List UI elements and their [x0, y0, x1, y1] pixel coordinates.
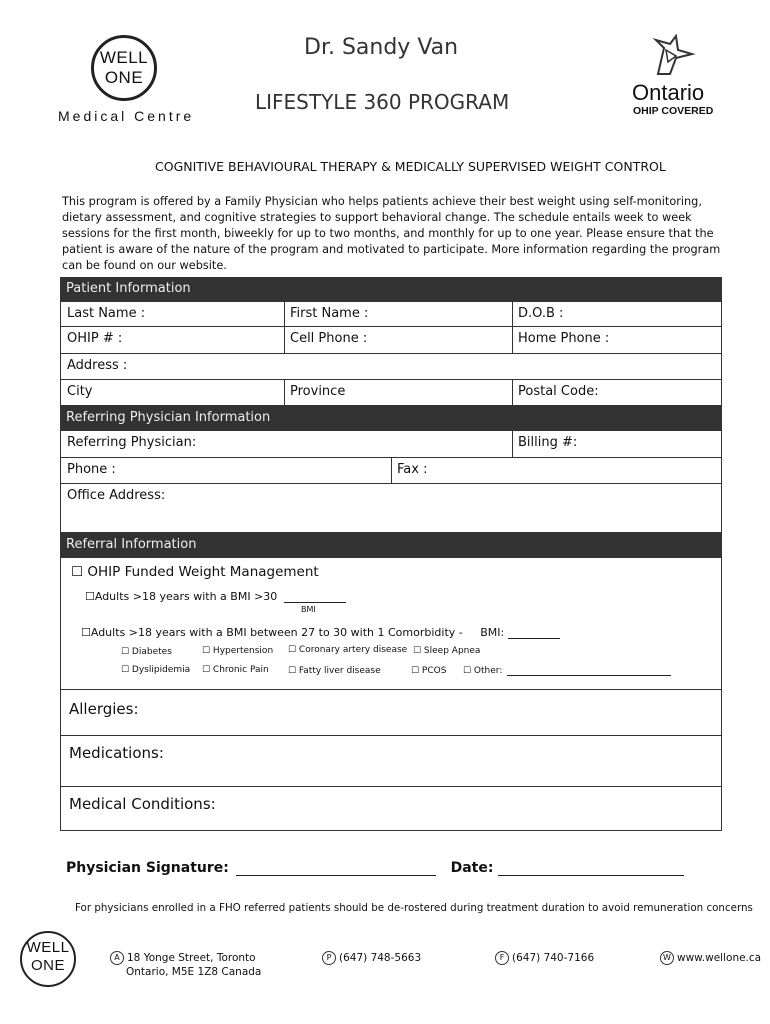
footer-address [110, 951, 261, 979]
date-blank[interactable] [498, 875, 684, 876]
comorbidity-diabetes[interactable]: ☐ Diabetes [121, 647, 172, 657]
referring-row-2 [60, 458, 722, 484]
website-link[interactable]: www.wellone.ca [677, 952, 762, 964]
fax-number: (647) 740-7166 [512, 952, 595, 964]
bmi-27-30-label: ☐Adults >18 years with a BMI between 27 to 30 with 1 Comorbidity - [81, 626, 463, 639]
logo-line-1: WELL [99, 48, 149, 67]
footer-website[interactable] [660, 951, 761, 965]
first-name-field[interactable]: First Name : [290, 306, 369, 321]
address-line-1: 18 Yonge Street, Toronto [127, 952, 256, 964]
footer-logo-line-1: WELL [26, 939, 70, 956]
web-icon: W [660, 951, 674, 965]
physician-fax-field[interactable]: Fax : [397, 462, 428, 477]
referring-physician-heading: Referring Physician Information [60, 406, 722, 430]
date-label: Date: [450, 860, 494, 876]
comorbidity-coronary[interactable]: ☐ Coronary artery disease [288, 645, 408, 655]
program-name: LIFESTYLE 360 PROGRAM [255, 90, 510, 114]
doctor-name: Dr. Sandy Van [304, 35, 459, 60]
bmi-blank[interactable] [508, 638, 560, 639]
ohip-field[interactable]: OHIP # : [67, 331, 123, 346]
bmi-over-30-label: ☐Adults >18 years with a BMI >30 [85, 590, 278, 603]
footer-logo [20, 931, 76, 987]
bmi-label: BMI: [480, 626, 505, 639]
logo-line-2: ONE [104, 68, 144, 87]
postal-code-field[interactable]: Postal Code: [518, 384, 599, 399]
cell-phone-field[interactable]: Cell Phone : [290, 331, 368, 346]
footer-fax [495, 951, 594, 965]
comorbidity-chronic-pain[interactable]: ☐ Chronic Pain [202, 665, 269, 675]
bmi-over-30-blank[interactable] [284, 602, 346, 603]
referring-row-3 [60, 484, 722, 533]
last-name-field[interactable]: Last Name : [67, 306, 146, 321]
comorbidity-other[interactable] [463, 666, 671, 676]
patient-row-1 [60, 301, 722, 327]
phone-icon: P [322, 951, 336, 965]
medical-conditions-label: Medical Conditions: [69, 795, 216, 813]
bmi-27-30-checkbox[interactable] [81, 626, 560, 639]
other-label: ☐ Other: [463, 666, 503, 676]
bmi-over-30-checkbox[interactable] [85, 590, 346, 603]
province-field[interactable]: Province [290, 384, 346, 399]
ontario-logo-text: Ontario [632, 80, 705, 105]
form-subtitle: COGNITIVE BEHAVIOURAL THERAPY & MEDICALLY SUPERVISED WEIGHT CONTROL [155, 159, 666, 174]
comorbidity-pcos[interactable]: ☐ PCOS [411, 666, 447, 676]
medications-box[interactable] [60, 736, 722, 787]
wellone-logo [91, 35, 157, 101]
dob-field[interactable]: D.O.B : [518, 306, 564, 321]
comorbidity-sleep-apnea[interactable]: ☐ Sleep Apnea [413, 646, 481, 656]
referring-physician-field[interactable]: Referring Physician: [67, 435, 197, 450]
logo-subtitle: Medical Centre [58, 108, 195, 124]
home-phone-field[interactable]: Home Phone : [518, 331, 610, 346]
fax-icon: F [495, 951, 509, 965]
allergies-box[interactable] [60, 690, 722, 736]
signature-blank[interactable] [236, 875, 436, 876]
patient-row-2 [60, 327, 722, 354]
physician-phone-field[interactable]: Phone : [67, 462, 116, 477]
ohip-funded-checkbox[interactable]: ☐ OHIP Funded Weight Management [71, 564, 319, 580]
patient-row-4 [60, 380, 722, 406]
medical-conditions-box[interactable] [60, 787, 722, 831]
patient-row-3 [60, 354, 722, 380]
comorbidity-dyslipidemia[interactable]: ☐ Dyslipidemia [121, 665, 191, 675]
phone-number: (647) 748-5663 [339, 952, 422, 964]
referring-row-1 [60, 430, 722, 458]
footer-logo-line-2: ONE [30, 957, 65, 974]
comorbidity-hypertension[interactable]: ☐ Hypertension [202, 646, 274, 656]
ontario-trillium-icon [648, 34, 696, 78]
referral-info-heading: Referral Information [60, 533, 722, 557]
fho-note: For physicians enrolled in a FHO referred patients should be de-rostered during treatment duration to avoid remuneration concerns [75, 902, 753, 914]
referral-options-box [60, 557, 722, 690]
other-blank[interactable] [507, 675, 671, 676]
bmi-under-label: BMI [301, 605, 316, 614]
office-address-field[interactable]: Office Address: [67, 488, 166, 503]
footer-phone [322, 951, 421, 965]
address-icon: A [110, 951, 124, 965]
billing-number-field[interactable]: Billing #: [518, 435, 578, 450]
address-line-2: Ontario, M5E 1Z8 Canada [126, 966, 262, 978]
comorbidity-fatty-liver[interactable]: ☐ Fatty liver disease [288, 666, 381, 676]
medications-label: Medications: [69, 744, 164, 762]
physician-signature-label: Physician Signature: [66, 860, 229, 876]
intro-paragraph: This program is offered by a Family Physician who helps patients achieve their best weight using self-monitoring, dietary assessment, and cognitive strategies to support behavioral change. The schedule entails week to week sessions for the first month, biweekly for up to two months, and monthly for up to one year. Please ensure that the patient is aware of the nature of the program and motivated to participate. More information regarding the program can be found on our website. [62, 195, 721, 272]
city-field[interactable]: City [67, 384, 93, 399]
patient-info-heading: Patient Information [60, 277, 722, 301]
allergies-label: Allergies: [69, 700, 139, 718]
physician-signature-field[interactable] [66, 860, 684, 876]
ontario-sub-text: OHIP COVERED [633, 105, 714, 117]
address-field[interactable]: Address : [67, 358, 128, 373]
